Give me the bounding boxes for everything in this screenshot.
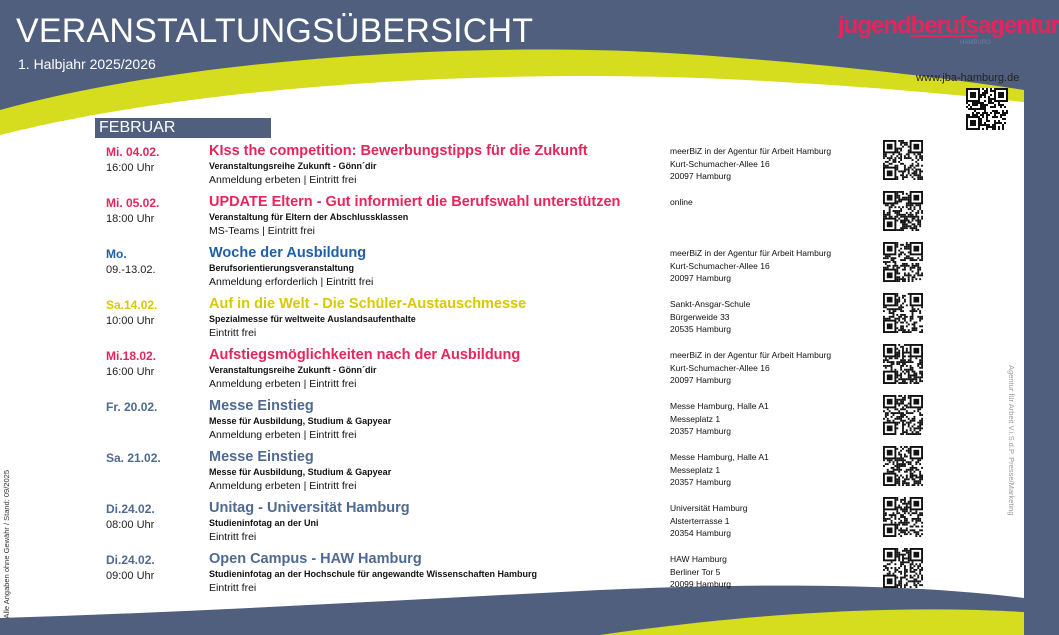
event-location — [670, 247, 831, 285]
event-info: MS-Teams | Eintritt frei — [209, 225, 315, 237]
event-row — [0, 400, 1024, 450]
event-time: 18:00 Uhr — [106, 213, 155, 225]
qr-code-icon[interactable] — [883, 395, 923, 435]
page-title: VERANSTALTUNGSÜBERSICHT — [16, 12, 534, 50]
event-subtitle: Messe für Ausbildung, Studium & Gapyear — [209, 467, 392, 477]
brand-logo-sub: HAMBURG — [960, 40, 991, 46]
event-row — [0, 349, 1024, 399]
location-line-2: Kurt-Schumacher-Allee 16 — [670, 260, 770, 271]
location-line-1: Messe Hamburg, Halle A1 — [670, 452, 769, 462]
event-info: Anmeldung erbeten | Eintritt frei — [209, 378, 357, 390]
event-title[interactable]: Aufstiegsmöglichkeiten nach der Ausbildung — [209, 347, 521, 363]
event-time: 09.-13.02. — [106, 264, 156, 276]
location-line-2: Kurt-Schumacher-Allee 16 — [670, 158, 770, 169]
event-time: 08:00 Uhr — [106, 519, 155, 531]
qr-code-icon[interactable] — [883, 242, 923, 282]
event-location — [670, 349, 831, 387]
event-location — [670, 400, 769, 438]
qr-code-icon[interactable] — [883, 293, 923, 333]
event-title[interactable]: Messe Einstieg — [209, 449, 314, 465]
event-info: Anmeldung erbeten | Eintritt frei — [209, 429, 357, 441]
event-time: 16:00 Uhr — [106, 366, 155, 378]
event-row — [0, 553, 1024, 603]
event-subtitle: Studieninfotag an der Hochschule für angewandte Wissenschaften Hamburg — [209, 569, 537, 579]
event-date: Mi. 05.02. — [106, 196, 160, 210]
brand-logo[interactable]: jugendberufsagentur — [838, 12, 1059, 39]
event-info: Eintritt frei — [209, 531, 257, 543]
event-location — [670, 298, 750, 336]
location-line-3: 20357 Hamburg — [670, 477, 731, 487]
event-date: Fr. 20.02. — [106, 400, 158, 414]
event-time: 10:00 Uhr — [106, 315, 155, 327]
event-row — [0, 196, 1024, 246]
event-subtitle: Messe für Ausbildung, Studium & Gapyear — [209, 416, 392, 426]
event-info: Anmeldung erbeten | Eintritt frei — [209, 480, 357, 492]
event-date: Di.24.02. — [106, 502, 155, 516]
event-location — [670, 196, 693, 209]
event-subtitle: Veranstaltung für Eltern der Abschlussklassen — [209, 212, 409, 222]
qr-code-icon[interactable] — [883, 140, 923, 180]
location-line-3: 20354 Hamburg — [670, 528, 731, 538]
location-line-3: 20097 Hamburg — [670, 171, 731, 181]
event-subtitle: Veranstaltungsreihe Zukunft - Gönn´dir — [209, 365, 377, 375]
event-info: Anmeldung erforderlich | Eintritt frei — [209, 276, 374, 288]
event-location — [670, 145, 831, 183]
location-line-1: Sankt-Ansgar-Schule — [670, 299, 751, 309]
location-line-1: meerBiZ in der Agentur für Arbeit Hamburg — [670, 350, 832, 360]
event-title[interactable]: Woche der Ausbildung — [209, 245, 367, 261]
side-note-right: Agentur für Arbeit V.i.S.d.P. Presse/Marketing — [1007, 365, 1016, 516]
location-line-2: Messeplatz 1 — [670, 413, 721, 424]
event-date: Sa.14.02. — [106, 298, 158, 312]
location-line-2: Bürgerweide 33 — [670, 311, 730, 322]
location-line-1: Messe Hamburg, Halle A1 — [670, 401, 769, 411]
event-date: Mo. — [106, 247, 127, 261]
side-note-left: Alle Angaben ohne Gewähr / Stand: 09/2025 — [2, 470, 11, 619]
event-time: 16:00 Uhr — [106, 162, 155, 174]
event-title[interactable]: KIss the competition: Bewerbungstipps für die Zukunft — [209, 143, 588, 159]
event-time: 09:00 Uhr — [106, 570, 155, 582]
month-header: FEBRUAR — [95, 118, 271, 138]
event-row — [0, 451, 1024, 501]
event-row — [0, 247, 1024, 297]
location-line-3: 20357 Hamburg — [670, 426, 731, 436]
qr-code-icon[interactable] — [883, 446, 923, 486]
event-date: Mi.18.02. — [106, 349, 157, 363]
event-subtitle: Spezialmesse für weltweite Auslandsaufenthalte — [209, 314, 416, 324]
location-line-2: Kurt-Schumacher-Allee 16 — [670, 362, 770, 373]
qr-code-icon[interactable] — [883, 548, 923, 588]
location-line-1: Universität Hamburg — [670, 503, 748, 513]
page-subtitle: 1. Halbjahr 2025/2026 — [18, 56, 156, 72]
location-line-2: Messeplatz 1 — [670, 464, 721, 475]
location-line-3: 20097 Hamburg — [670, 375, 731, 385]
event-info: Eintritt frei — [209, 582, 257, 594]
event-location — [670, 502, 747, 540]
location-line-3: 20099 Hamburg — [670, 579, 731, 589]
event-subtitle: Berufsorientierungsveranstaltung — [209, 263, 355, 273]
location-line-3: 20097 Hamburg — [670, 273, 731, 283]
location-line-2: Alsterterrasse 1 — [670, 515, 730, 526]
event-location — [670, 553, 731, 591]
event-title[interactable]: UPDATE Eltern - Gut informiert die Berufswahl unterstützen — [209, 194, 621, 210]
event-title[interactable]: Open Campus - HAW Hamburg — [209, 551, 422, 567]
qr-code-icon[interactable] — [883, 497, 923, 537]
event-title[interactable]: Auf in die Welt - Die Schüler-Austauschmesse — [209, 296, 527, 312]
event-subtitle: Studieninfotag an der Uni — [209, 518, 319, 528]
qr-code-icon[interactable] — [883, 191, 923, 231]
event-row — [0, 502, 1024, 552]
event-title[interactable]: Unitag - Universität Hamburg — [209, 500, 410, 516]
event-date: Mi. 04.02. — [106, 145, 160, 159]
event-title[interactable]: Messe Einstieg — [209, 398, 314, 414]
location-line-1: online — [670, 197, 693, 207]
event-location — [670, 451, 769, 489]
event-date: Sa. 21.02. — [106, 451, 161, 465]
event-row — [0, 145, 1024, 195]
location-line-3: 20535 Hamburg — [670, 324, 731, 334]
event-row — [0, 298, 1024, 348]
event-subtitle: Veranstaltungsreihe Zukunft - Gönn´dir — [209, 161, 377, 171]
qr-code-icon[interactable] — [966, 88, 1008, 130]
event-info: Eintritt frei — [209, 327, 257, 339]
event-date: Di.24.02. — [106, 553, 155, 567]
qr-code-icon[interactable] — [883, 344, 923, 384]
location-line-1: HAW Hamburg — [670, 554, 727, 564]
location-line-1: meerBiZ in der Agentur für Arbeit Hamburg — [670, 146, 832, 156]
location-line-1: meerBiZ in der Agentur für Arbeit Hamburg — [670, 248, 832, 258]
location-line-2: Berliner Tor 5 — [670, 566, 721, 577]
website-link[interactable]: www.jba-hamburg.de — [916, 72, 1020, 84]
event-info: Anmeldung erbeten | Eintritt frei — [209, 174, 357, 186]
